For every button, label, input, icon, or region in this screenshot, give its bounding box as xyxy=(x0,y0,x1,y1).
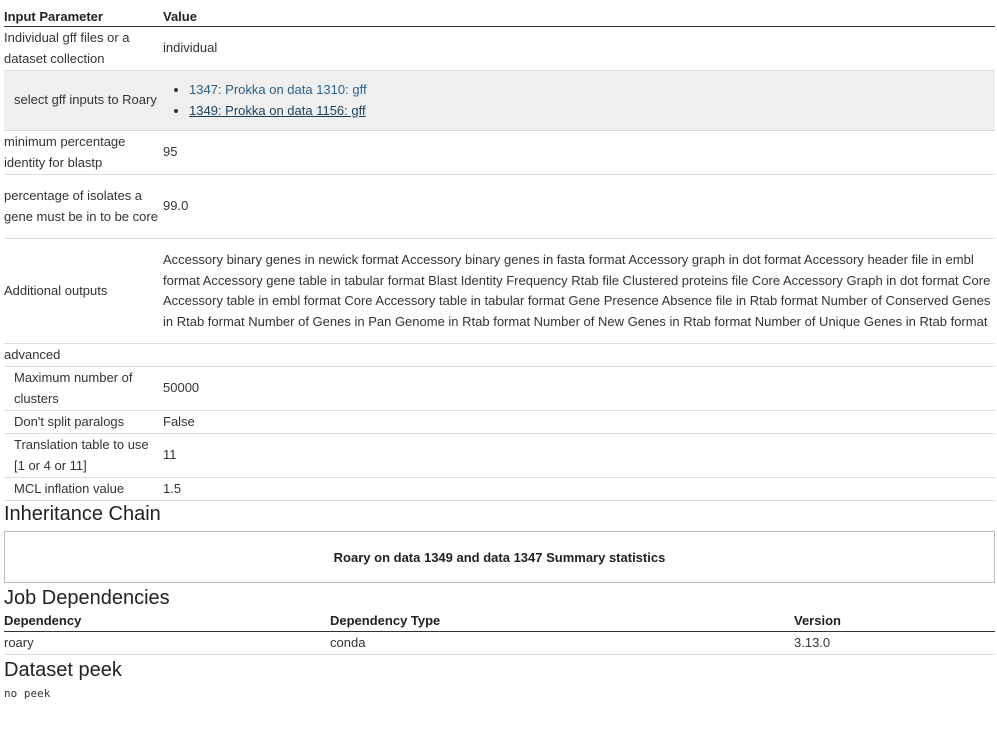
param-name: minimum percentage identity for blastp xyxy=(4,131,163,175)
dataset-details xyxy=(4,0,995,700)
param-row-mcl-inflation xyxy=(4,478,995,501)
param-section-label: advanced xyxy=(4,344,163,367)
param-row-gff-mode xyxy=(4,27,995,71)
parameters-header-row xyxy=(4,0,995,27)
column-header-input-parameter: Input Parameter xyxy=(4,0,163,27)
param-name: Individual gff files or a dataset collection xyxy=(4,27,163,71)
dataset-link-list xyxy=(163,80,995,121)
job-dependencies-heading: Job Dependencies xyxy=(4,587,170,609)
column-header-value: Value xyxy=(163,0,995,27)
dependency-type: conda xyxy=(330,632,794,655)
column-header-dependency: Dependency xyxy=(4,611,330,632)
inheritance-chain-box xyxy=(4,531,995,583)
param-name: Translation table to use [1 or 4 or 11] xyxy=(4,434,163,478)
param-value: 99.0 xyxy=(163,175,995,239)
dependencies-table xyxy=(4,611,995,655)
param-row-core-percentage xyxy=(4,175,995,239)
param-row-translation-table xyxy=(4,434,995,478)
inheritance-chain-item: Roary on data 1349 and data 1347 Summary statistics xyxy=(333,549,666,565)
param-name: select gff inputs to Roary xyxy=(4,71,163,131)
param-row-gff-inputs xyxy=(4,71,995,131)
column-header-dependency-type: Dependency Type xyxy=(330,611,794,632)
param-value: 95 xyxy=(163,131,995,175)
param-value xyxy=(163,71,995,131)
param-value: Accessory binary genes in newick format Accessory binary genes in fasta format Accessory graph in dot format Accessory header file in embl format Accessory gene table in tabular format Blast Identity Frequency Rtab file Clustered proteins file Core Accessory Graph in dot format Core Accessory table in embl format Core Accessory table in tabular format Gene Presence Absence file in Rtab format Number of Conserved Genes in Rtab format Number of Genes in Pan Genome in Rtab format Number of New Genes in Rtab format Number of Unique Genes in Rtab format xyxy=(163,239,995,344)
param-row-blastp-identity xyxy=(4,131,995,175)
list-item xyxy=(189,101,995,122)
column-header-version: Version xyxy=(794,611,995,632)
param-name: Maximum number of clusters xyxy=(4,367,163,411)
dependency-version: 3.13.0 xyxy=(794,632,995,655)
param-name: Don't split paralogs xyxy=(4,411,163,434)
param-row-split-paralogs xyxy=(4,411,995,434)
dependency-name: roary xyxy=(4,632,330,655)
param-row-advanced xyxy=(4,344,995,367)
param-value: 11 xyxy=(163,434,995,478)
param-name: percentage of isolates a gene must be in to be core xyxy=(4,175,163,239)
param-value: individual xyxy=(163,27,995,71)
param-value: 50000 xyxy=(163,367,995,411)
table-row xyxy=(4,632,995,655)
param-row-additional-outputs xyxy=(4,239,995,344)
param-value xyxy=(163,344,995,367)
list-item xyxy=(189,80,995,101)
dataset-link-1347[interactable]: 1347: Prokka on data 1310: gff xyxy=(189,82,367,97)
param-name: Additional outputs xyxy=(4,239,163,344)
param-value: False xyxy=(163,411,995,434)
dataset-peek-heading: Dataset peek xyxy=(4,659,122,681)
param-value: 1.5 xyxy=(163,478,995,501)
dependencies-header-row xyxy=(4,611,995,632)
param-name: MCL inflation value xyxy=(4,478,163,501)
dataset-peek-text: no peek xyxy=(4,687,51,700)
param-row-max-clusters xyxy=(4,367,995,411)
inheritance-chain-heading: Inheritance Chain xyxy=(4,503,161,525)
dataset-link-1349[interactable]: 1349: Prokka on data 1156: gff xyxy=(189,102,366,118)
parameters-table xyxy=(4,0,995,501)
